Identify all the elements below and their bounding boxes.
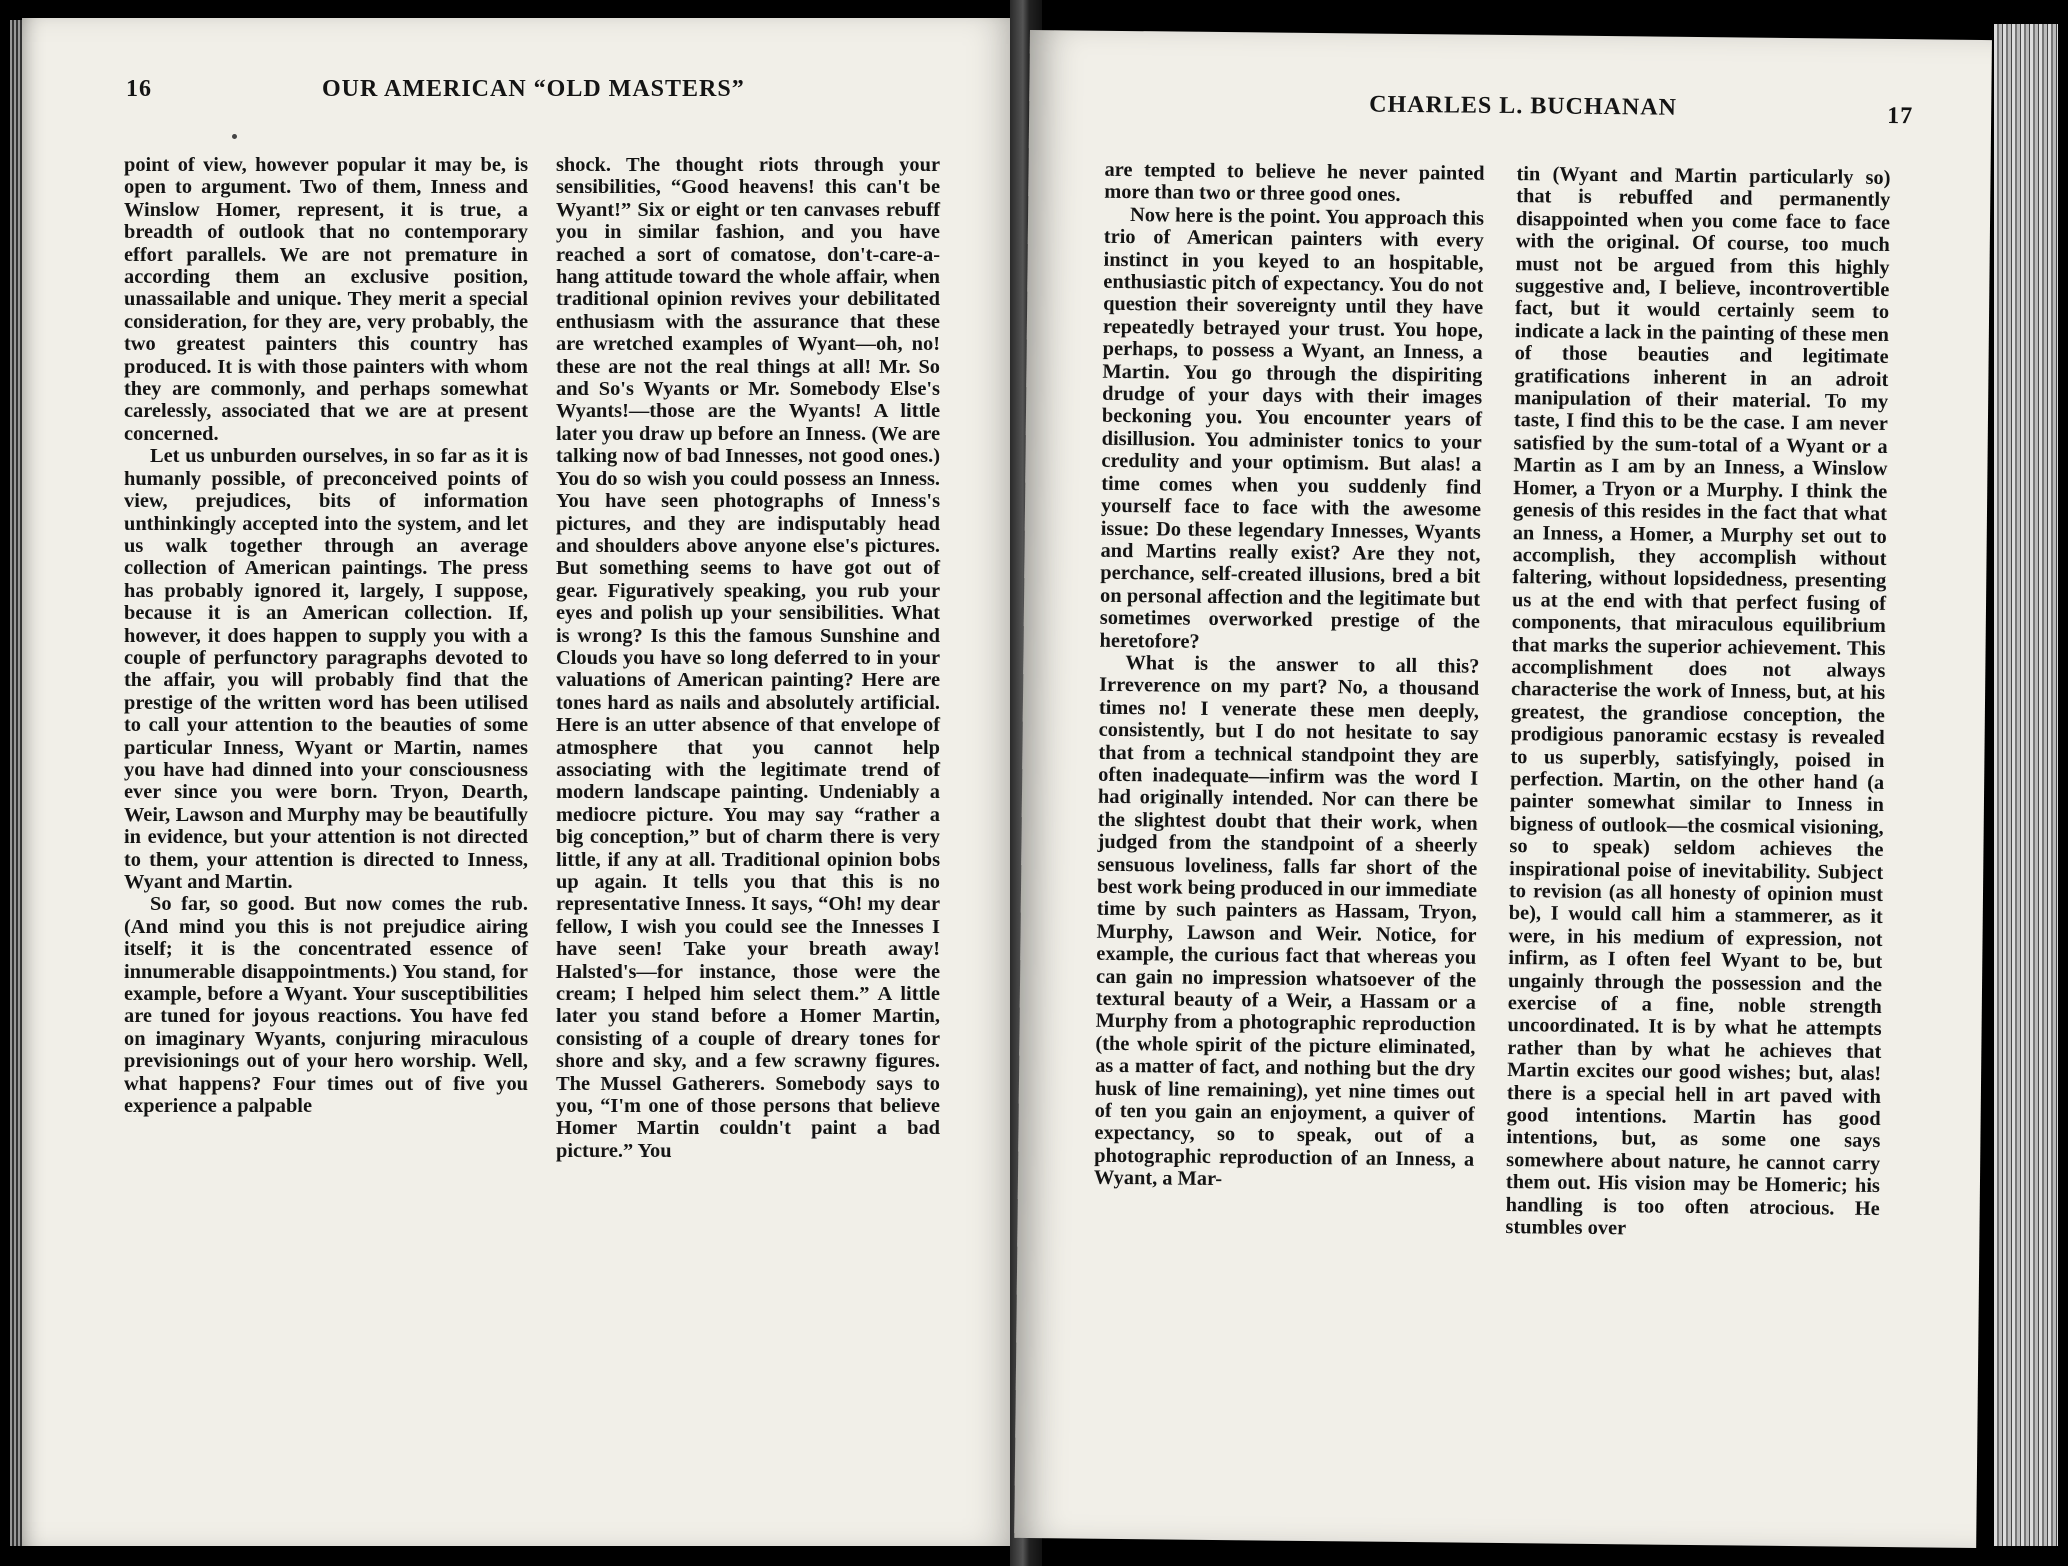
left-running-head: OUR AMERICAN “OLD MASTERS”	[322, 76, 745, 102]
right-page-number: 17	[1887, 102, 1914, 130]
book-page-edges	[1994, 24, 2058, 1546]
left-page-column-1	[124, 154, 528, 1117]
paragraph: So far, so good. But now comes the rub. (And mind you this is not prejudice airing itself; it is the concentrated essence of innumerable disappointments.) You stand, for example, before a Wyant. Your susceptibilities are tuned for joyous reactions. You have fed on imaginary Wyants, conjuring miraculous previsionings out of your hero worship. Well, what happens? Four times out of five you experience a palpable	[124, 893, 528, 1118]
left-page-number: 16	[126, 76, 152, 102]
paragraph: What is the answer to all this? Irreverence on my part? No, a thousand times no! I venerate these men deeply, consistently, but I do not hesitate to say that from a technical standpoint they are often inadequate—infirm was the word I had originally intended. Nor can there be the slightest doubt that their work, when judged from the standpoint of a sheerly sensuous loveliness, falls far short of the best work being produced in our immediate time by such painters as Hassam, Tryon, Murphy, Lawson and Weir. Notice, for example, the curious fact that whereas you can gain no impression whatsoever of the textural beauty of a Weir, a Hassam or a Murphy from a photographic reproduction (the whole spirit of the picture eliminated, as a matter of fact, and nothing but the dry husk of line remaining), yet nine times out of ten you gain an enjoyment, a quiver of expectancy, so to speak, out of a photographic reproduction of an Inness, a Wyant, a Mar-	[1093, 651, 1480, 1191]
right-page-column-2	[1505, 163, 1890, 1242]
ink-speck	[232, 134, 237, 139]
paragraph: Now here is the point. You approach this trio of American painters with every instinct in you keyed to an hospitable, enthusiastic pitch of expectancy. You do not question their sovereignty until they have repeatedly betrayed your trust. You hope, perhaps, to possess a Wyant, an Inness, a Martin. You go through the dispiriting drudge of your days with their images beckoning you. You encounter years of disillusion. You administer tonics to your credulity and your optimism. But alas! a time comes when you suddenly find yourself face to face with the awesome issue: Do these legendary Innesses, Wyants and Martins really exist? Are they not, perchance, self-created illusions, bred a bit on personal affection and the legitimate but sometimes overworked prestige of the heretofore?	[1099, 203, 1485, 653]
left-page	[22, 18, 1020, 1546]
paragraph: point of view, however popular it may be, is open to argument. Two of them, Inness and Winslow Homer, represent, it is true, a breadth of outlook that no contemporary effort parallels. We are not premature in according them an exclusive position, unassailable and unique. They merit a special consideration, for they are, very probably, the two greatest painters this country has produced. It is with those painters with whom they are commonly, and perhaps somewhat carelessly, associated that we are at present concerned.	[124, 154, 528, 445]
paragraph: shock. The thought riots through your sensibilities, “Good heavens! this can't be Wyant!” Six or eight or ten canvases rebuff you in similar fashion, and you have reached a sort of comatose, don't-care-a-hang attitude toward the whole affair, when traditional opinion revives your debilitated enthusiasm with the assurance that these are wretched examples of Wyant—oh, no! these are not the real things at all! Mr. So and So's Wyants or Mr. Somebody Else's Wyants!—those are the Wyants! A little later you draw up before an Inness. (We are talking now of bad Innesses, not good ones.) You do so wish you could possess an Inness. You have seen photographs of Inness's pictures, and they are indisputably head and shoulders above anyone else's pictures. But something seems to have got out of gear. Figuratively speaking, you rub your eyes and polish up your sensibilities. What is wrong? Is this the famous Sunshine and Clouds you have so long deferred to in your valuations of American painting? Here are tones hard as nails and absolutely artificial. Here is an utter absence of that envelope of atmosphere that you cannot help associating with the legitimate trend of modern landscape painting. Undeniably a mediocre picture. You may say “rather a big conception,” but of charm there is very little, if any at all. Traditional opinion bobs up again. It tells you that this is no representative Inness. It says, “Oh! my dear fellow, I wish you could see the Innesses I have seen! Take your breath away! Halsted's—for instance, those were the cream; I helped him select them.” A little later you stand before a Homer Martin, consisting of a couple of dreary tones for shore and sky, and a few scrawny figures. The Mussel Gatherers. Somebody says to you, “I'm one of those persons that believe Homer Martin couldn't paint a bad picture.” You	[556, 154, 940, 1162]
paragraph: are tempted to believe he never painted more than two or three good ones.	[1104, 158, 1485, 207]
right-running-head: CHARLES L. BUCHANAN	[1369, 91, 1678, 121]
right-page	[1014, 30, 1992, 1548]
left-page-column-2	[556, 154, 940, 1162]
paragraph: Let us unburden ourselves, in so far as it is humanly possible, of preconceived points of view, prejudices, bits of information unthinkingly accepted into the system, and let us walk together through an average collection of American paintings. The press has probably ignored it, largely, I suppose, because it is an American collection. If, however, it does happen to supply you with a couple of perfunctory paragraphs devoted to the affair, you will probably find that the prestige of the written word has been utilised to call your attention to the beauties of some particular Inness, Wyant or Martin, names you have had dinned into your consciousness ever since you were born. Tryon, Dearth, Weir, Lawson and Murphy may be beautifully in evidence, but your attention is not directed to them, your attention is directed to Inness, Wyant and Martin.	[124, 445, 528, 893]
paragraph: tin (Wyant and Martin particularly so) that is rebuffed and permanently disappointed when you come face to face with the original. Of course, too much must not be argued from this highly suggestive and, I believe, incontrovertible fact, but it would certainly seem to indicate a lack in the painting of these men of those beauties and legitimate gratifications inherent in an adroit manipulation of their material. To my taste, I find this to be the case. I am never satisfied by the sum-total of a Wyant or a Martin as I am by an Inness, a Winslow Homer, a Tryon or a Murphy. I think the genesis of this resides in the fact that what an Inness, a Homer, a Murphy set out to accomplish, they accomplish without faltering, without lopsidedness, presenting us at the end with that perfect fusing of components, that miraculous equilibrium that marks the superior achievement. This accomplishment does not always characterise the work of Inness, but, at his greatest, the grandiose conception, the prodigious panoramic ecstasy is revealed to us superbly, satisfyingly, poised in perfection. Martin, on the other hand (a painter somewhat similar to Inness in bigness of outlook—the cosmical visioning, so to speak) seldom achieves the inspirational poise of inevitability. Subject to revision (as all honesty of opinion must be), I would call him a stammerer, as it were, in his medium of expression, not infirm, as I often feel Wyant to be, but ungainly through the possession and the exercise of a fine, noble strength uncoordinated. It is by what he attempts rather than by what he achieves that Martin excites our good wishes; but, alas! there is a special hell in art paved with good intentions. Martin has good intentions, but, as some one says somewhere about nature, he cannot carry them out. His vision may be Homeric; his handling is too often atrocious. He stumbles over	[1505, 163, 1891, 1240]
right-page-column-1	[1094, 159, 1485, 1194]
